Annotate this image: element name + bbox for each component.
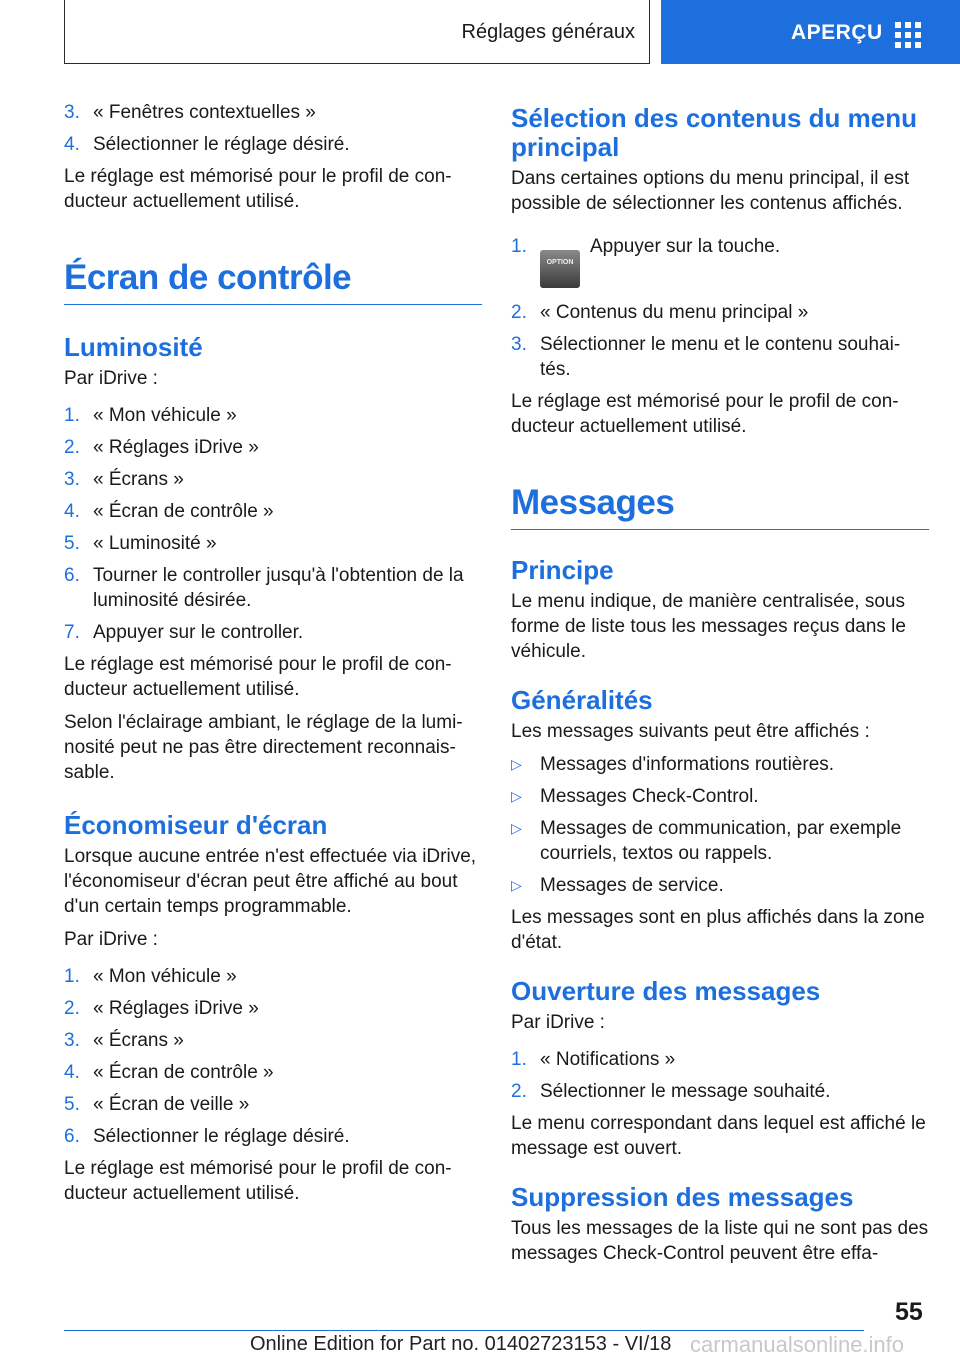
heading-messages: Messages xyxy=(511,483,929,530)
list-item: ▷ Messages Check-Control. xyxy=(511,786,759,807)
step-item: 5. « Écran de veille » xyxy=(64,1094,250,1115)
section-title: Réglages généraux xyxy=(64,0,650,64)
intro-text: Par iDrive : xyxy=(64,929,158,950)
body-text: Dans certaines options du menu principal, il est possible de sélectionner les contenus affichés. xyxy=(511,168,910,214)
intro-text: Par iDrive : xyxy=(64,368,158,389)
step-item: 1. « Mon véhicule » xyxy=(64,966,237,987)
step-item: 4. Sélectionner le réglage désiré. xyxy=(64,134,350,155)
note: Le réglage est mémorisé pour le profil de con‐ducteur actuellement utilisé. xyxy=(64,166,452,212)
step-item: 4. « Écran de contrôle » xyxy=(64,1062,274,1083)
heading-economiseur: Économiseur d'écran xyxy=(64,810,328,840)
note: Le réglage est mémorisé pour le profil de con‐ducteur actuellement utilisé. xyxy=(64,1158,452,1204)
watermark: carmanualsonline.info xyxy=(690,1332,905,1357)
note: Le réglage est mémorisé pour le profil de con‐ducteur actuellement utilisé. xyxy=(64,654,452,700)
note: Le menu correspondant dans lequel est affiché le message est ouvert. xyxy=(511,1113,926,1159)
intro-text: Les messages suivants peut être affichés : xyxy=(511,721,870,742)
step-item: 7. Appuyer sur le controller. xyxy=(64,622,304,643)
heading-luminosite: Luminosité xyxy=(64,332,203,362)
note: Les messages sont en plus affichés dans la zone d'état. xyxy=(511,907,925,953)
step-item: 3. Sélectionner le menu et le contenu souhai‐tés. xyxy=(511,334,901,380)
step-item: 1. OPTIONAppuyer sur la touche. xyxy=(511,234,929,288)
step-item: 4. « Écran de contrôle » xyxy=(64,501,274,522)
left-column xyxy=(64,100,482,1214)
heading-principe: Principe xyxy=(511,555,614,585)
intro-text: Par iDrive : xyxy=(511,1012,605,1033)
step-item: 6. Sélectionner le réglage désiré. xyxy=(64,1126,350,1147)
step-item: 2. « Réglages iDrive » xyxy=(64,437,259,458)
page-header xyxy=(0,0,960,66)
step-item: 1. « Mon véhicule » xyxy=(64,405,237,426)
list-item: ▷ Messages d'informations routières. xyxy=(511,754,835,775)
list-item: ▷ Messages de service. xyxy=(511,875,724,896)
footer-divider xyxy=(64,1330,864,1331)
grid-icon xyxy=(895,22,921,48)
step-item: 3. « Écrans » xyxy=(64,1030,184,1051)
step-item: 5. « Luminosité » xyxy=(64,533,217,554)
heading-ouverture: Ouverture des messages xyxy=(511,976,821,1006)
apercu-label: APERÇU xyxy=(791,21,883,44)
step-item: 1. « Notifications » xyxy=(511,1049,676,1070)
step-item: 2. Sélectionner le message souhaité. xyxy=(511,1081,831,1102)
note: Selon l'éclairage ambiant, le réglage de la lumi‐nosité peut ne pas être directement reconnais‐sable. xyxy=(64,712,463,783)
body-text: Lorsque aucune entrée n'est effectuée via iDrive, l'économiseur d'écran peut être affiché au bout d'un certain temps programmable. xyxy=(64,846,477,917)
body-text: Tous les messages de la liste qui ne sont pas des messages Check-Control peuvent être effa‐ xyxy=(511,1218,929,1264)
heading-ecran-controle: Écran de contrôle xyxy=(64,258,482,305)
right-column xyxy=(511,100,929,1274)
step-item: 3. « Écrans » xyxy=(64,469,184,490)
apercu-button[interactable] xyxy=(661,0,960,64)
edition-text: Online Edition for Part no. 01402723153 - VI/18 xyxy=(250,1333,672,1355)
step-item: 2. « Contenus du menu principal » xyxy=(511,302,809,323)
heading-selection: Sélection des contenus du menu principal xyxy=(511,103,917,162)
step-item: 3. « Fenêtres contextuelles » xyxy=(64,102,316,123)
heading-suppression: Suppression des messages xyxy=(511,1182,854,1212)
heading-generalites: Généralités xyxy=(511,685,653,715)
body-text: Le menu indique, de manière centralisée, sous forme de liste tous les messages reçus dans le véhicule. xyxy=(511,591,906,662)
page-number: 55 xyxy=(895,1298,923,1326)
option-button-icon: OPTION xyxy=(540,250,580,288)
note: Le réglage est mémorisé pour le profil de con‐ducteur actuellement utilisé. xyxy=(511,391,899,437)
list-item: ▷ Messages de communication, par exemple courriels, textos ou rappels. xyxy=(511,818,902,864)
step-item: 2. « Réglages iDrive » xyxy=(64,998,259,1019)
step-item: 6. Tourner le controller jusqu'à l'obtention de la luminosité désirée. xyxy=(64,565,464,611)
